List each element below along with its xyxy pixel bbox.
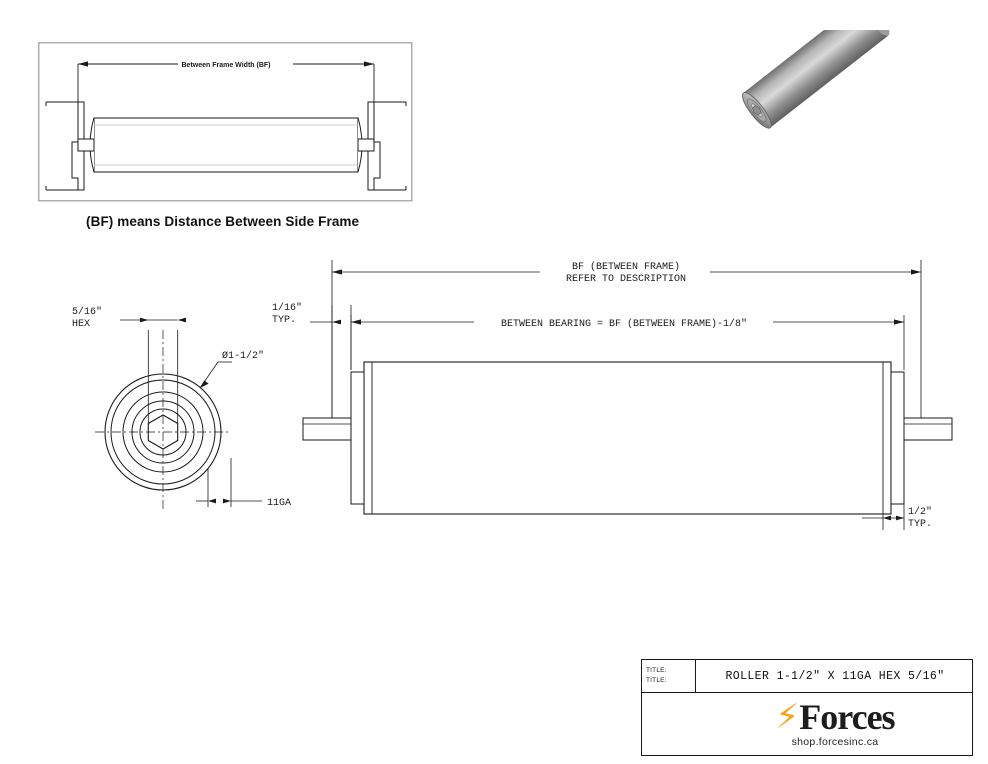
side-view-left-shaft xyxy=(303,418,351,440)
side-view-right-cap xyxy=(891,372,904,504)
logo-url: shop.forcesinc.ca xyxy=(791,736,879,748)
lightning-bolt-icon: ⚡ xyxy=(775,697,799,737)
side-view xyxy=(303,362,952,514)
dim-between-bearing-label: BETWEEN BEARING = BF (BETWEEN FRAME)-1/8" xyxy=(500,319,748,330)
inset-roller-body xyxy=(90,118,362,172)
side-view-tube xyxy=(364,362,891,514)
inset-caption: (BF) means Distance Between Side Frame xyxy=(86,214,360,229)
inset-dimension-label: Between Frame Width (BF) xyxy=(181,62,271,69)
dim-right-typ-label-2: TYP. xyxy=(908,519,933,530)
title-label-2: TITLE: xyxy=(646,677,667,684)
side-view-left-cap xyxy=(351,372,364,504)
drawing-title: ROLLER 1-1/2" X 11GA HEX 5/16" xyxy=(725,669,945,683)
roller-3d-render xyxy=(735,30,965,190)
title-label-1: TITLE: xyxy=(646,667,667,674)
main-drawing xyxy=(0,210,988,630)
title-block xyxy=(641,659,973,756)
dim-bf-label-1: BF (BETWEEN FRAME) xyxy=(571,262,681,273)
render-cylinder xyxy=(738,30,894,132)
main-svg xyxy=(0,210,988,630)
dim-hex-label-1: 5/16" xyxy=(72,307,103,318)
dim-diameter xyxy=(200,350,264,388)
end-view xyxy=(95,330,231,510)
inset-svg xyxy=(38,42,413,202)
dim-left-typ-label-1: 1/16" xyxy=(272,303,303,314)
dim-bf-label-2: REFER TO DESCRIPTION xyxy=(565,274,687,285)
render-svg xyxy=(735,30,965,205)
dim-gauge-label: 11GA xyxy=(267,498,292,509)
title-block-label-cell xyxy=(642,660,696,692)
dim-left-typ xyxy=(272,302,351,418)
dim-hex-label-2: HEX xyxy=(72,319,91,330)
logo-text: Forces xyxy=(799,697,895,737)
dim-left-typ-label-2: TYP. xyxy=(272,315,297,326)
dim-diameter-label: Ø1-1/2" xyxy=(222,351,265,362)
dim-right-typ-label-1: 1/2" xyxy=(908,507,933,518)
side-view-right-shaft xyxy=(904,418,952,440)
logo-wordmark xyxy=(775,699,894,735)
inset-reference-drawing xyxy=(38,42,413,229)
company-logo xyxy=(696,692,974,755)
